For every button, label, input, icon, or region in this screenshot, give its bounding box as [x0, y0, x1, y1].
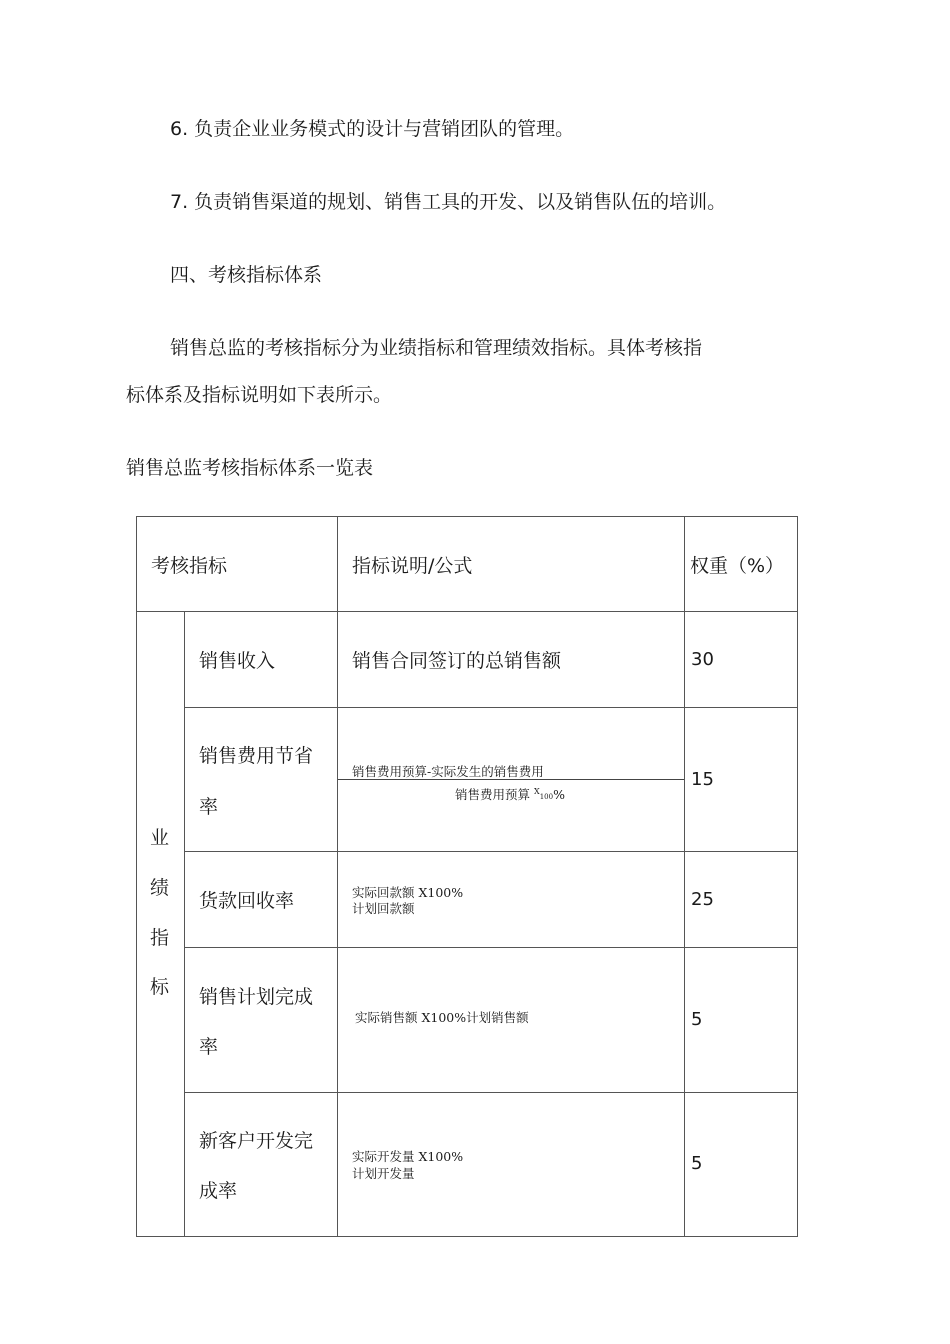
table-border-right [797, 516, 798, 1237]
group-label-char: 标 [150, 976, 170, 998]
row-name: 销售计划完成 [199, 986, 314, 1008]
row-weight: 25 [691, 889, 714, 910]
table-border-top [136, 516, 798, 517]
row-name-cont: 率 [199, 796, 219, 818]
row-weight: 5 [691, 1153, 703, 1174]
formula-numerator: 销售费用预算-实际发生的销售费用 [352, 764, 544, 779]
list-item-6: 6. 负责企业业务模式的设计与营销团队的管理。 [170, 118, 575, 140]
formula-line2: 计划回款额 [352, 901, 415, 916]
table-column-divider [684, 516, 685, 1237]
table-border-left [136, 516, 137, 1237]
formula-line1: 实际开发量 X100% [352, 1149, 464, 1164]
row-name-cont: 率 [199, 1036, 219, 1058]
table-border-bottom [136, 1236, 798, 1237]
row-name: 新客户开发完 [199, 1130, 314, 1152]
table-row-divider [184, 1092, 798, 1093]
header-weight: 权重（%） [690, 555, 785, 577]
header-description: 指标说明/公式 [352, 555, 473, 577]
formula-denominator: 销售费用预算 $^X$100% [455, 787, 565, 803]
row-description: 销售合同签订的总销售额 [352, 650, 562, 672]
intro-paragraph-line2: 标体系及指标说明如下表所示。 [126, 384, 393, 406]
table-group-divider [184, 611, 185, 1237]
table-row-divider [184, 851, 798, 852]
row-weight: 30 [691, 649, 714, 670]
row-weight: 5 [691, 1009, 703, 1030]
list-item-7: 7. 负责销售渠道的规划、销售工具的开发、以及销售队伍的培训。 [170, 191, 727, 213]
row-name: 货款回收率 [199, 890, 295, 912]
formula-line2: 计划开发量 [352, 1166, 415, 1181]
table-header-divider [136, 611, 798, 612]
formula-line1: 实际销售额 X100%计划销售额 [355, 1010, 529, 1025]
row-weight: 15 [691, 769, 714, 790]
group-label-char: 绩 [150, 877, 170, 899]
group-label-char: 指 [150, 927, 170, 949]
formula-line1: 实际回款额 X100% [352, 885, 464, 900]
table-caption: 销售总监考核指标体系一览表 [126, 457, 374, 479]
section-heading: 四、考核指标体系 [170, 264, 323, 286]
row-name: 销售收入 [199, 650, 276, 672]
intro-paragraph-line1: 销售总监的考核指标分为业绩指标和管理绩效指标。具体考核指 [170, 337, 703, 359]
row-name-cont: 成率 [199, 1180, 238, 1202]
table-row-divider [184, 947, 798, 948]
formula-fraction-bar [338, 779, 684, 780]
group-label-char: 业 [150, 827, 170, 849]
table-row-divider [184, 707, 798, 708]
header-indicator: 考核指标 [151, 555, 228, 577]
table-column-divider [337, 516, 338, 1237]
row-name: 销售费用节省 [199, 745, 314, 767]
